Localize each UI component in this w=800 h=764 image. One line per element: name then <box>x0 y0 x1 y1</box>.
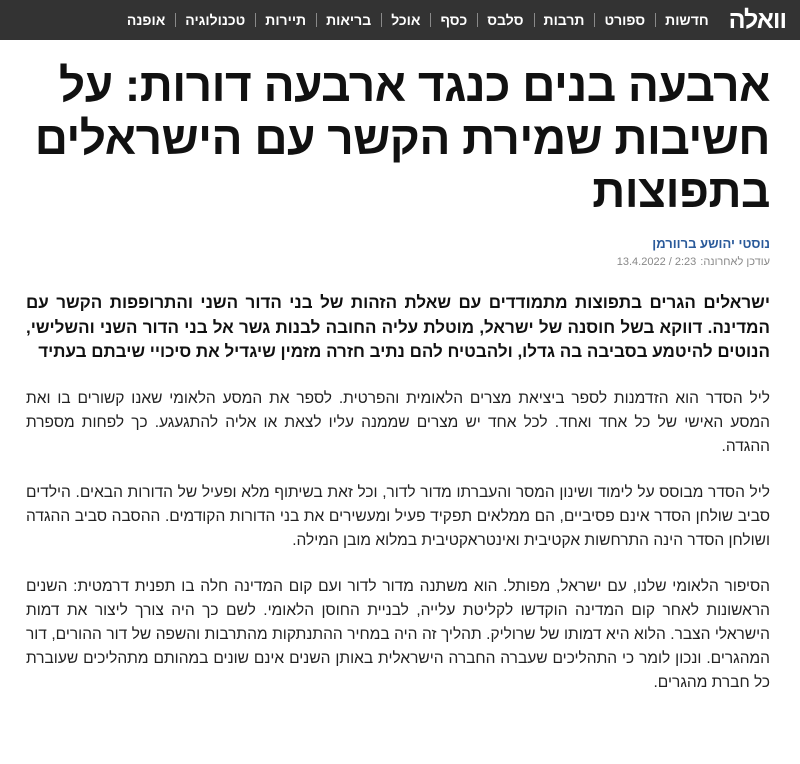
nav-item-fashion[interactable]: אופנה <box>117 0 175 40</box>
updated-label: עודכן לאחרונה: <box>700 256 770 268</box>
article-paragraph: ליל הסדר מבוסס על לימוד ושינון המסר והעברתו מדור לדור, וכל זאת בשיתוף מלא ופעיל של הדורות הבאים. הילדים סביב שולחן הסדר אינם פסיביים, הם ממלאים תפקיד פעיל ומעשירים את בני הדורות הקודמים. ההסבה סביב ההגדה ושולחן הסדר הינה התרחשות אקטיבית ואינטראקטיבית במלוא מובן המילה. <box>26 483 770 549</box>
nav-item-sport[interactable]: ספורט <box>594 0 655 40</box>
nav-item-health[interactable]: בריאות <box>316 0 381 40</box>
article-lede: ישראלים הגרים בתפוצות מתמודדים עם שאלת הזהות של בני הדור השני והתרופפות הקשר עם המדינה. דווקא בשל חוסנה של ישראל, מוטלת עליה החובה לבנות גשר אל בני הדור השני והשלישי, הנוטים להיטמע בסביבה בה גדלו, ולהבטיח להם נתיב חזרה מזמין שיגדיל את סיכויי שיבתם בעתיד <box>26 293 770 361</box>
updated-value: 13.4.2022 / 2:23 <box>616 256 697 268</box>
article-paragraph: הסיפור הלאומי שלנו, עם ישראל, מפותל. הוא משתנה מדור לדור ועם קום המדינה חלה בו תפנית דרמטית: השנים הראשונות לאחר קום המדינה הוקדשו לקליטת עלייה, לבניית החוסן הלאומי. לשם כך היה צורך ליצור את דמות הישראלי הצבר. הלוא היא דמותו של שרוליק. תהליך זה היה במחיר ההתנתקות מהתרבות והשפה של דור ההורים, דור המהגרים. ונכון לומר כי התהליכים שעברה החברה הישראלית באותן השנים אינם שונים במהותם מתהליכים שעוברת כל חברת מהגרים. <box>26 577 770 691</box>
updated-timestamp <box>26 255 770 269</box>
article-paragraph: ליל הסדר הוא הזדמנות לספר ביציאת מצרים הלאומית והפרטית. לספר את המסע הלאומי שאנו קשורים בו ואת המסע האישי של כל אחד ואחד. לכל אחד יש מצרים שממנה עליו לצאת או אליה להתגעגע. כך לפחות מספרת ההגדה. <box>26 389 770 455</box>
author-link[interactable]: נוסטי יהושע ברוורמן <box>652 236 770 251</box>
nav-item-culture[interactable]: תרבות <box>534 0 595 40</box>
top-nav-bar <box>0 0 800 40</box>
nav-item-celebs[interactable]: סלבס <box>477 0 533 40</box>
nav-item-tech[interactable]: טכנולוגיה <box>175 0 255 40</box>
nav-item-money[interactable]: כסף <box>430 0 477 40</box>
nav-item-travel[interactable]: תיירות <box>255 0 316 40</box>
site-logo[interactable]: וואלה <box>728 6 786 34</box>
article-title: ארבעה בנים כנגד ארבעה דורות: על חשיבות שמירת הקשר עם הישראלים בתפוצות <box>34 59 770 217</box>
nav-item-news[interactable]: חדשות <box>665 12 709 28</box>
article <box>0 59 800 695</box>
main-nav <box>117 0 719 40</box>
nav-item-food[interactable]: אוכל <box>381 0 430 40</box>
byline <box>26 235 770 269</box>
